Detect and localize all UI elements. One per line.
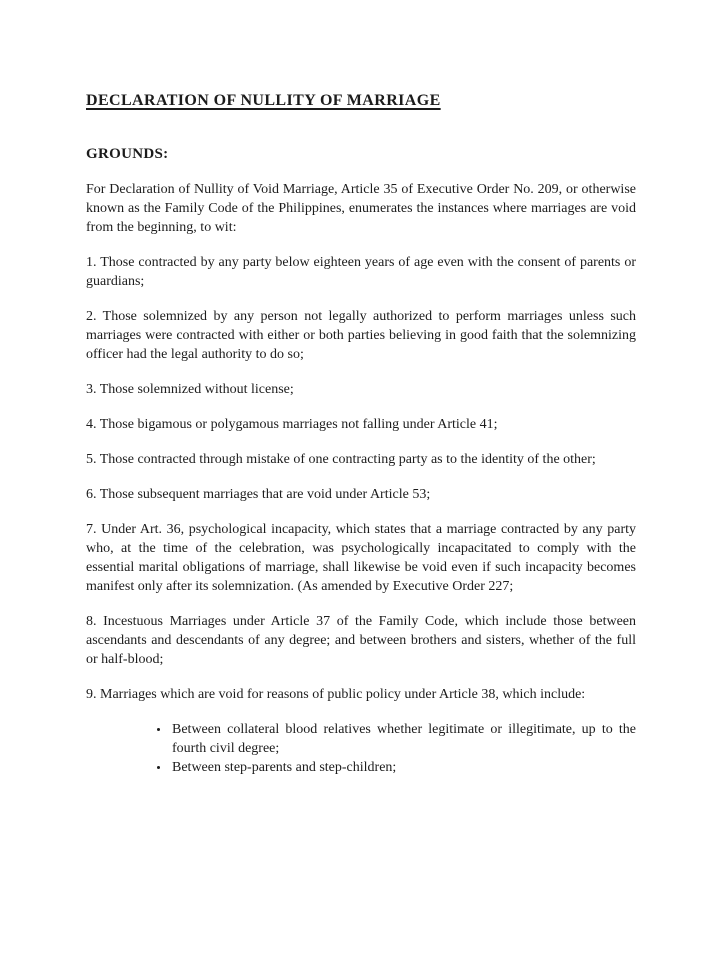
ground-item-4: 4. Those bigamous or polygamous marriages not falling under Article 41; [86,417,498,432]
ground-item-8: 8. Incestuous Marriages under Article 37 of the Family Code, which include those between ascendants and descendants of any degree; and between brothers and sisters, whether of the full or half-blood; [86,614,636,667]
intro-paragraph: For Declaration of Nullity of Void Marriage, Article 35 of Executive Order No. 209, or otherwise known as the Family Code of the Philippines, enumerates the instances where marriages are void from the beginning, to wit: [86,182,636,235]
ground-item-1: 1. Those contracted by any party below eighteen years of age even with the consent of parents or guardians; [86,255,636,289]
document-title: DECLARATION OF NULLITY OF MARRIAGE [86,92,441,109]
ground-item-2: 2. Those solemnized by any person not legally authorized to perform marriages unless such marriages were contracted with either or both parties believing in good faith that the solemnizing officer had the legal authority to do so; [86,309,636,362]
bullet-item: • Between step-parents and step-children; [170,758,636,777]
grounds-heading: GROUNDS: [86,146,169,162]
bullet-item: • Between collateral blood relatives whether legitimate or illegitimate, up to the fourth civil degree; [170,720,636,758]
public-policy-bullet-list [86,720,636,777]
ground-item-7: 7. Under Art. 36, psychological incapacity, which states that a marriage contracted by any party who, at the time of the celebration, was psychologically incapacitated to comply with the essential marital obligations of marriage, shall likewise be void even if such incapacity becomes manifest only after its solemnization. (As amended by Executive Order 227; [86,522,636,594]
ground-item-9: 9. Marriages which are void for reasons of public policy under Article 38, which include: [86,687,586,702]
ground-item-6: 6. Those subsequent marriages that are void under Article 53; [86,487,431,502]
ground-item-5: 5. Those contracted through mistake of one contracting party as to the identity of the other; [86,452,596,467]
ground-item-3: 3. Those solemnized without license; [86,382,294,397]
